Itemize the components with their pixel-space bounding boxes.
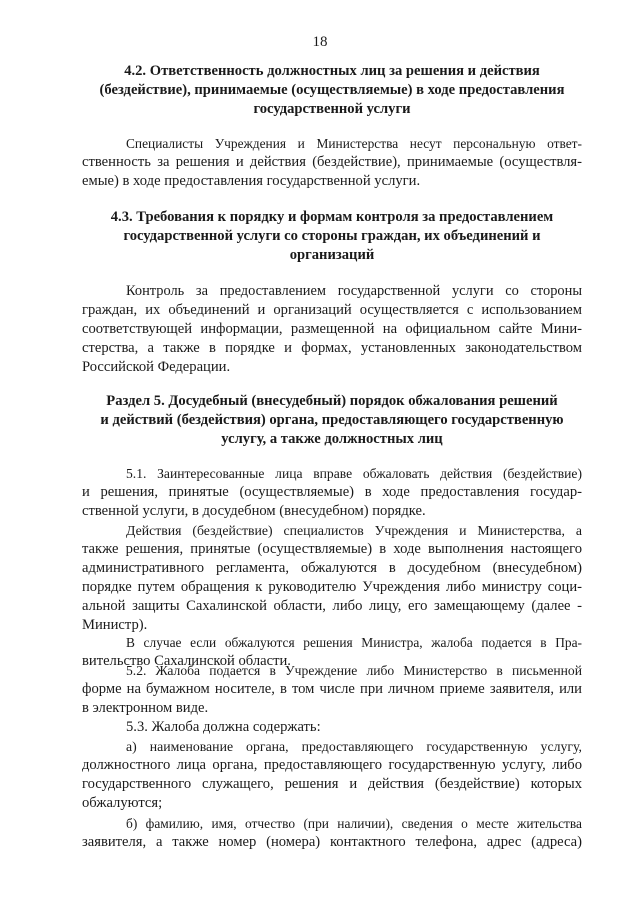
heading-line: государственной услуги со стороны граждан, их объединений и xyxy=(123,228,541,244)
text-line: Российской Федерации. xyxy=(82,359,231,375)
text-line: 5.3. Жалоба должна содержать: xyxy=(126,719,321,735)
text-line: граждан, их объединений и организаций осуществляется с использованием xyxy=(82,302,582,318)
heading-line: организаций xyxy=(289,247,375,263)
heading-line: услугу, а также должностных лиц xyxy=(221,431,443,447)
text-line: а) наименование органа, предоставляющего государственную услугу, xyxy=(126,739,582,754)
text-line: Министр). xyxy=(82,617,148,633)
text-line: также решения, принятые (осуществляемые) в ходе выполнения настоящего xyxy=(82,541,582,557)
text-line: обжалуются; xyxy=(82,795,163,811)
section-5-title xyxy=(82,392,582,449)
paragraph-item-b xyxy=(82,814,582,852)
text-line: Специалисты Учреждения и Министерства несут персональную ответ- xyxy=(126,136,582,151)
text-line: вительство Сахалинской области. xyxy=(82,653,291,669)
text-line: порядке путем обращения к руководителю Учреждения либо министру соци- xyxy=(82,579,582,595)
text-line: и решения, принятые (осуществляемые) в ходе предоставления государ- xyxy=(82,484,582,500)
paragraph-5-2 xyxy=(82,661,582,718)
text-line: ственной услуги, в досудебном (внесудебном) порядке. xyxy=(82,503,426,519)
text-line: емые) в ходе предоставления государственной услуги. xyxy=(82,173,421,189)
text-line: административного регламента, обжалуются в досудебном (внесудебном) xyxy=(82,560,582,576)
heading-line: 4.3. Требования к порядку и формам контроля за предоставлением xyxy=(110,209,554,225)
heading-line: и действий (бездействия) органа, предоставляющего государственную xyxy=(100,412,564,428)
section-4-3-paragraph xyxy=(82,282,582,377)
text-line: ственность за решения и действия (бездействие), принимаемые (осуществля- xyxy=(82,154,582,170)
section-4-2-paragraph xyxy=(82,134,582,191)
text-line: в электронном виде. xyxy=(82,700,209,716)
text-line: заявителя, а также номер (номера) контактного телефона, адрес (адреса) xyxy=(82,834,582,850)
section-4-3-title xyxy=(82,208,582,265)
section-4-2-title xyxy=(82,62,582,119)
text-line: 5.1. Заинтересованные лица вправе обжаловать действия (бездействие) xyxy=(126,466,582,481)
heading-line: 4.2. Ответственность должностных лиц за решения и действия xyxy=(124,63,540,79)
text-line: Действия (бездействие) специалистов Учреждения и Министерства, а xyxy=(126,523,582,538)
text-line: альной защиты Сахалинской области, либо лицу, его замещающему (далее - xyxy=(82,598,582,614)
heading-line: (бездействие), принимаемые (осуществляемые) в ходе предоставления xyxy=(99,82,565,98)
text-line: форме на бумажном носителе, в том числе при личном приеме заявителя, или xyxy=(82,681,582,697)
heading-line: Раздел 5. Досудебный (внесудебный) порядок обжалования решений xyxy=(106,393,558,409)
text-line: стерства, а также в порядке и формах, установленных законодательством xyxy=(82,340,582,356)
page-number: 18 xyxy=(312,34,328,50)
text-line: 5.2. Жалоба подается в Учреждение либо Министерство в письменной xyxy=(126,663,582,678)
text-line: Контроль за предоставлением государственной услуги со стороны xyxy=(126,283,582,299)
paragraph-actions xyxy=(82,521,582,635)
paragraph-5-3 xyxy=(82,718,582,737)
heading-line: государственной услуги xyxy=(253,101,411,117)
text-line: В случае если обжалуются решения Министра, жалоба подается в Пра- xyxy=(126,635,582,650)
paragraph-item-a xyxy=(82,737,582,813)
text-line: государственного служащего, решения и действия (бездействие) которых xyxy=(82,776,582,792)
text-line: соответствующей информации, размещенной на официальном сайте Мини- xyxy=(82,321,582,337)
paragraph-5-1 xyxy=(82,464,582,521)
text-line: б) фамилию, имя, отчество (при наличии), сведения о месте жительства xyxy=(126,816,582,831)
text-line: должностного лица органа, предоставляющего государственную услугу, либо xyxy=(82,757,582,773)
